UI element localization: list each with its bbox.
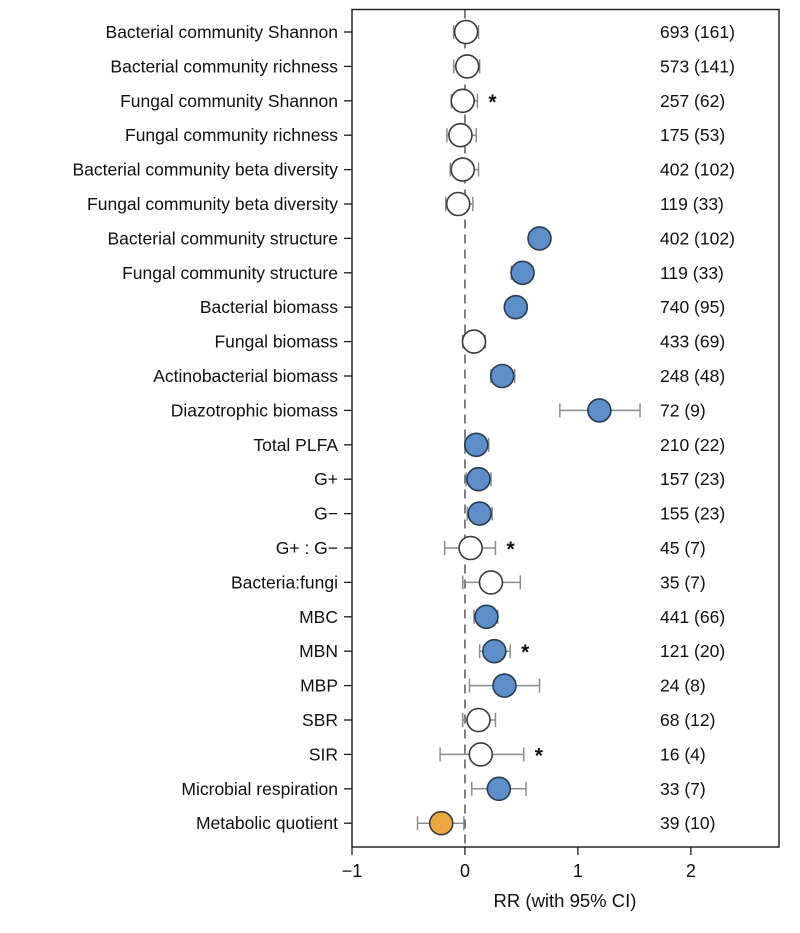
row-label: MBN [299, 641, 338, 662]
sample-size-label: 33 (7) [660, 778, 706, 799]
row-label: Fungal community beta diversity [87, 194, 338, 214]
x-tick-label: 0 [459, 861, 470, 881]
forest-row [253, 433, 725, 456]
row-label: G+ [314, 469, 338, 490]
forest-row [181, 777, 705, 800]
data-point [467, 709, 490, 732]
data-point [483, 640, 506, 663]
forest-row [299, 640, 725, 665]
sample-size-label: 119 (33) [660, 194, 724, 214]
row-label: SBR [302, 710, 338, 730]
x-axis-group [342, 847, 696, 881]
row-label: Bacterial community richness [110, 56, 338, 77]
forest-row [108, 227, 735, 250]
forest-row [309, 743, 706, 768]
sample-size-label: 402 (102) [660, 228, 735, 249]
sample-size-label: 35 (7) [660, 572, 706, 593]
plot-rows-group [72, 21, 734, 835]
row-label: G− [314, 503, 338, 524]
forest-row [171, 399, 706, 422]
forest-row [153, 365, 725, 388]
forest-row [299, 605, 725, 628]
row-label: Bacterial community Shannon [105, 22, 338, 42]
sample-size-label: 45 (7) [660, 538, 706, 558]
forest-row [276, 537, 706, 562]
sample-size-label: 119 (33) [660, 262, 724, 283]
sample-size-label: 175 (53) [660, 125, 726, 146]
sample-size-label: 72 (9) [660, 400, 706, 421]
significance-asterisk: * [488, 90, 497, 114]
row-label: MBC [299, 606, 338, 627]
forest-row [122, 261, 724, 284]
forest-row [120, 89, 725, 114]
sample-size-label: 24 (8) [660, 675, 706, 696]
x-tick-label: 1 [572, 861, 583, 881]
data-point [455, 21, 478, 44]
data-point [459, 537, 482, 560]
sample-size-label: 39 (10) [660, 813, 716, 834]
data-point [528, 227, 551, 250]
sample-size-label: 441 (66) [660, 606, 726, 627]
significance-asterisk: * [534, 744, 543, 768]
data-point [468, 502, 491, 525]
row-label: Diazotrophic biomass [170, 400, 338, 421]
data-point [463, 330, 486, 353]
row-label: Bacteria:fungi [230, 572, 338, 593]
data-point [430, 812, 453, 835]
sample-size-label: 248 (48) [660, 366, 726, 386]
forest-row [314, 468, 725, 491]
row-label: Microbial respiration [181, 778, 338, 799]
forest-row [214, 330, 725, 353]
x-tick-label: 2 [685, 861, 696, 881]
x-tick-label: −1 [341, 861, 363, 881]
sample-size-label: 210 (22) [660, 434, 726, 455]
row-label: SIR [308, 744, 338, 765]
forest-row [300, 674, 706, 697]
data-point [511, 261, 534, 284]
forest-row [200, 296, 725, 319]
data-point [451, 89, 474, 112]
row-label: Bacterial community structure [107, 228, 338, 249]
sample-size-label: 121 (20) [660, 641, 726, 662]
significance-asterisk: * [506, 538, 515, 561]
data-point [447, 193, 470, 216]
row-label: Metabolic quotient [195, 813, 338, 834]
sample-size-label: 433 (69) [660, 331, 726, 352]
data-point [504, 296, 527, 319]
row-label: Fungal community Shannon [120, 90, 338, 111]
data-point [479, 571, 502, 594]
row-label: Fungal community structure [122, 262, 338, 283]
forest-row [110, 55, 735, 78]
row-label: Bacterial biomass [199, 297, 338, 318]
data-point [467, 468, 490, 491]
row-label: MBP [300, 675, 338, 696]
data-point [487, 777, 510, 800]
forest-row [302, 709, 715, 732]
row-label: Fungal biomass [214, 331, 338, 352]
data-point [588, 399, 611, 422]
data-point [465, 433, 488, 456]
row-label: Total PLFA [253, 434, 338, 455]
sample-size-label: 68 (12) [660, 710, 716, 730]
row-label: Actinobacterial biomass [153, 366, 338, 386]
forest-row [196, 812, 716, 835]
data-point [469, 743, 492, 766]
forest-row [106, 21, 735, 44]
data-point [451, 158, 474, 181]
forest-row [72, 158, 734, 181]
sample-size-label: 740 (95) [660, 297, 726, 318]
row-label: Bacterial community beta diversity [72, 159, 338, 180]
sample-size-label: 573 (141) [660, 56, 735, 77]
sample-size-label: 257 (62) [660, 90, 726, 111]
sample-size-label: 16 (4) [660, 744, 706, 765]
forest-row [314, 502, 725, 525]
forest-row [231, 571, 706, 594]
sample-size-label: 693 (161) [660, 22, 735, 42]
significance-asterisk: * [521, 641, 530, 665]
forest-row [125, 124, 725, 147]
forest-row [87, 193, 724, 216]
x-axis-label: RR (with 95% CI) [493, 890, 637, 911]
row-label: Fungal community richness [125, 125, 338, 146]
sample-size-label: 157 (23) [660, 469, 726, 490]
sample-size-label: 155 (23) [660, 503, 726, 524]
sample-size-label: 402 (102) [660, 159, 735, 180]
data-point [456, 55, 479, 78]
data-point [491, 365, 514, 388]
data-point [475, 605, 498, 628]
data-point [493, 674, 516, 697]
row-label: G+ : G− [275, 538, 338, 558]
data-point [449, 124, 472, 147]
